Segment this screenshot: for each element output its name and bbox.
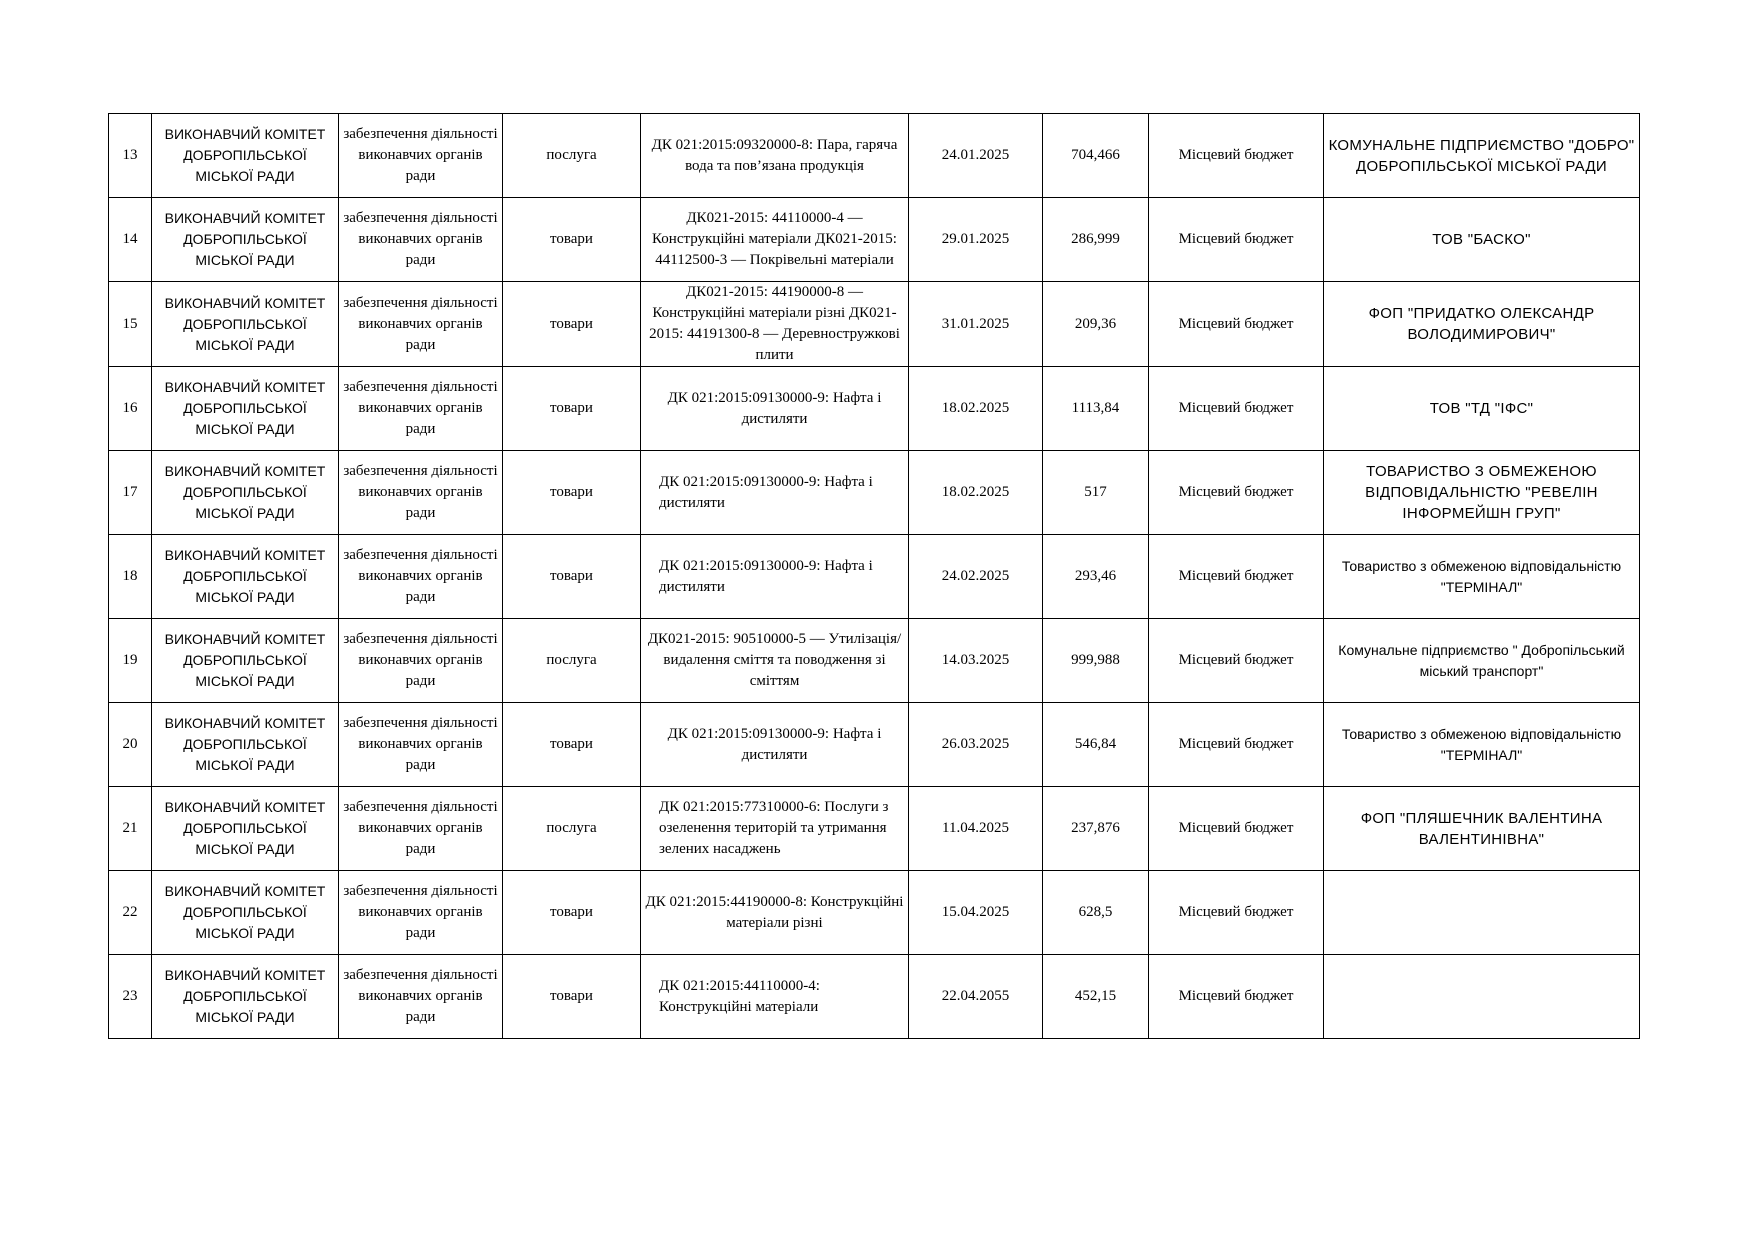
subject-cell: ДК 021:2015:44190000-8: Конструкційні матеріали різні xyxy=(641,871,909,955)
row-number-cell: 20 xyxy=(109,703,152,787)
amount-cell: 286,999 xyxy=(1043,198,1149,282)
table-row xyxy=(109,451,1640,535)
row-number-cell: 17 xyxy=(109,451,152,535)
amount-cell: 209,36 xyxy=(1043,282,1149,367)
procurement-type-cell: послуга xyxy=(503,619,641,703)
purpose-cell: забезпечення діяльності виконавчих органів ради xyxy=(339,871,503,955)
customer-cell: ВИКОНАВЧИЙ КОМІТЕТ ДОБРОПІЛЬСЬКОЇ МІСЬКОЇ РАДИ xyxy=(152,703,339,787)
customer-cell: ВИКОНАВЧИЙ КОМІТЕТ ДОБРОПІЛЬСЬКОЇ МІСЬКОЇ РАДИ xyxy=(152,955,339,1039)
budget-source-cell: Місцевий бюджет xyxy=(1149,703,1324,787)
supplier-cell: Товариство з обмеженою відповідальністю "ТЕРМІНАЛ" xyxy=(1324,703,1640,787)
row-number-cell: 21 xyxy=(109,787,152,871)
subject-cell: ДК 021:2015:09130000-9: Нафта і дистиляти xyxy=(641,451,909,535)
customer-cell: ВИКОНАВЧИЙ КОМІТЕТ ДОБРОПІЛЬСЬКОЇ МІСЬКОЇ РАДИ xyxy=(152,535,339,619)
procurement-type-cell: товари xyxy=(503,871,641,955)
date-cell: 11.04.2025 xyxy=(909,787,1043,871)
purpose-cell: забезпечення діяльності виконавчих органів ради xyxy=(339,114,503,198)
supplier-cell: ТОВ "БАСКО" xyxy=(1324,198,1640,282)
purpose-cell: забезпечення діяльності виконавчих органів ради xyxy=(339,787,503,871)
supplier-cell xyxy=(1324,955,1640,1039)
procurement-type-cell: товари xyxy=(503,703,641,787)
amount-cell: 704,466 xyxy=(1043,114,1149,198)
table-row xyxy=(109,703,1640,787)
purpose-cell: забезпечення діяльності виконавчих органів ради xyxy=(339,703,503,787)
date-cell: 26.03.2025 xyxy=(909,703,1043,787)
row-number-cell: 14 xyxy=(109,198,152,282)
customer-cell: ВИКОНАВЧИЙ КОМІТЕТ ДОБРОПІЛЬСЬКОЇ МІСЬКОЇ РАДИ xyxy=(152,114,339,198)
purpose-cell: забезпечення діяльності виконавчих органів ради xyxy=(339,198,503,282)
supplier-cell xyxy=(1324,871,1640,955)
subject-cell: ДК021-2015: 90510000-5 — Утилізація/видалення сміття та поводження зі сміттям xyxy=(641,619,909,703)
procurement-type-cell: товари xyxy=(503,535,641,619)
supplier-cell: ТОВАРИСТВО З ОБМЕЖЕНОЮ ВІДПОВІДАЛЬНІСТЮ "РЕВЕЛІН ІНФОРМЕЙШН ГРУП" xyxy=(1324,451,1640,535)
procurement-type-cell: послуга xyxy=(503,787,641,871)
date-cell: 22.04.2055 xyxy=(909,955,1043,1039)
subject-cell: ДК 021:2015:09130000-9: Нафта і дистиляти xyxy=(641,703,909,787)
date-cell: 18.02.2025 xyxy=(909,451,1043,535)
budget-source-cell: Місцевий бюджет xyxy=(1149,114,1324,198)
supplier-cell: КОМУНАЛЬНЕ ПІДПРИЄМСТВО "ДОБРО" ДОБРОПІЛЬСЬКОЇ МІСЬКОЇ РАДИ xyxy=(1324,114,1640,198)
budget-source-cell: Місцевий бюджет xyxy=(1149,451,1324,535)
row-number-cell: 19 xyxy=(109,619,152,703)
budget-source-cell: Місцевий бюджет xyxy=(1149,198,1324,282)
table-row xyxy=(109,871,1640,955)
procurement-type-cell: товари xyxy=(503,282,641,367)
purpose-cell: забезпечення діяльності виконавчих органів ради xyxy=(339,282,503,367)
amount-cell: 1113,84 xyxy=(1043,367,1149,451)
procurement-type-cell: товари xyxy=(503,955,641,1039)
purpose-cell: забезпечення діяльності виконавчих органів ради xyxy=(339,451,503,535)
customer-cell: ВИКОНАВЧИЙ КОМІТЕТ ДОБРОПІЛЬСЬКОЇ МІСЬКОЇ РАДИ xyxy=(152,871,339,955)
customer-cell: ВИКОНАВЧИЙ КОМІТЕТ ДОБРОПІЛЬСЬКОЇ МІСЬКОЇ РАДИ xyxy=(152,282,339,367)
customer-cell: ВИКОНАВЧИЙ КОМІТЕТ ДОБРОПІЛЬСЬКОЇ МІСЬКОЇ РАДИ xyxy=(152,619,339,703)
date-cell: 29.01.2025 xyxy=(909,198,1043,282)
table-row xyxy=(109,367,1640,451)
supplier-cell: ФОП "ПЛЯШЕЧНИК ВАЛЕНТИНА ВАЛЕНТИНІВНА" xyxy=(1324,787,1640,871)
budget-source-cell: Місцевий бюджет xyxy=(1149,787,1324,871)
subject-cell: ДК 021:2015:09320000-8: Пара, гаряча вода та пов’язана продукція xyxy=(641,114,909,198)
amount-cell: 546,84 xyxy=(1043,703,1149,787)
row-number-cell: 18 xyxy=(109,535,152,619)
subject-cell: ДК021-2015: 44110000-4 — Конструкційні матеріали ДК021-2015: 44112500-3 — Покрівельні матеріали xyxy=(641,198,909,282)
procurement-type-cell: товари xyxy=(503,198,641,282)
customer-cell: ВИКОНАВЧИЙ КОМІТЕТ ДОБРОПІЛЬСЬКОЇ МІСЬКОЇ РАДИ xyxy=(152,787,339,871)
amount-cell: 293,46 xyxy=(1043,535,1149,619)
purpose-cell: забезпечення діяльності виконавчих органів ради xyxy=(339,367,503,451)
subject-cell: ДК 021:2015:09130000-9: Нафта і дистиляти xyxy=(641,535,909,619)
customer-cell: ВИКОНАВЧИЙ КОМІТЕТ ДОБРОПІЛЬСЬКОЇ МІСЬКОЇ РАДИ xyxy=(152,451,339,535)
date-cell: 24.01.2025 xyxy=(909,114,1043,198)
budget-source-cell: Місцевий бюджет xyxy=(1149,367,1324,451)
budget-source-cell: Місцевий бюджет xyxy=(1149,871,1324,955)
budget-source-cell: Місцевий бюджет xyxy=(1149,619,1324,703)
supplier-cell: ТОВ "ТД "ІФС" xyxy=(1324,367,1640,451)
table-row xyxy=(109,535,1640,619)
subject-cell: ДК 021:2015:77310000-6: Послуги з озеленення територій та утримання зелених насаджень xyxy=(641,787,909,871)
purpose-cell: забезпечення діяльності виконавчих органів ради xyxy=(339,955,503,1039)
row-number-cell: 13 xyxy=(109,114,152,198)
row-number-cell: 15 xyxy=(109,282,152,367)
budget-source-cell: Місцевий бюджет xyxy=(1149,535,1324,619)
amount-cell: 628,5 xyxy=(1043,871,1149,955)
subject-cell: ДК 021:2015:44110000-4: Конструкційні матеріали xyxy=(641,955,909,1039)
subject-cell: ДК 021:2015:09130000-9: Нафта і дистиляти xyxy=(641,367,909,451)
table-row xyxy=(109,619,1640,703)
date-cell: 14.03.2025 xyxy=(909,619,1043,703)
budget-source-cell: Місцевий бюджет xyxy=(1149,282,1324,367)
procurement-type-cell: послуга xyxy=(503,114,641,198)
amount-cell: 452,15 xyxy=(1043,955,1149,1039)
row-number-cell: 22 xyxy=(109,871,152,955)
table-row xyxy=(109,787,1640,871)
date-cell: 15.04.2025 xyxy=(909,871,1043,955)
table-row xyxy=(109,282,1640,367)
budget-source-cell: Місцевий бюджет xyxy=(1149,955,1324,1039)
procurement-table xyxy=(108,113,1640,1039)
subject-cell: ДК021-2015: 44190000-8 — Конструкційні матеріали різні ДК021-2015: 44191300-8 — Деревностружкові плити xyxy=(641,282,909,367)
amount-cell: 517 xyxy=(1043,451,1149,535)
purpose-cell: забезпечення діяльності виконавчих органів ради xyxy=(339,619,503,703)
amount-cell: 237,876 xyxy=(1043,787,1149,871)
customer-cell: ВИКОНАВЧИЙ КОМІТЕТ ДОБРОПІЛЬСЬКОЇ МІСЬКОЇ РАДИ xyxy=(152,198,339,282)
table-body xyxy=(109,114,1640,1039)
row-number-cell: 23 xyxy=(109,955,152,1039)
table-row xyxy=(109,198,1640,282)
date-cell: 24.02.2025 xyxy=(909,535,1043,619)
supplier-cell: ФОП "ПРИДАТКО ОЛЕКСАНДР ВОЛОДИМИРОВИЧ" xyxy=(1324,282,1640,367)
procurement-type-cell: товари xyxy=(503,367,641,451)
row-number-cell: 16 xyxy=(109,367,152,451)
customer-cell: ВИКОНАВЧИЙ КОМІТЕТ ДОБРОПІЛЬСЬКОЇ МІСЬКОЇ РАДИ xyxy=(152,367,339,451)
date-cell: 31.01.2025 xyxy=(909,282,1043,367)
procurement-type-cell: товари xyxy=(503,451,641,535)
table-row xyxy=(109,114,1640,198)
date-cell: 18.02.2025 xyxy=(909,367,1043,451)
table-row xyxy=(109,955,1640,1039)
purpose-cell: забезпечення діяльності виконавчих органів ради xyxy=(339,535,503,619)
amount-cell: 999,988 xyxy=(1043,619,1149,703)
supplier-cell: Комунальне підприємство " Добропільський міський транспорт" xyxy=(1324,619,1640,703)
supplier-cell: Товариство з обмеженою відповідальністю "ТЕРМІНАЛ" xyxy=(1324,535,1640,619)
